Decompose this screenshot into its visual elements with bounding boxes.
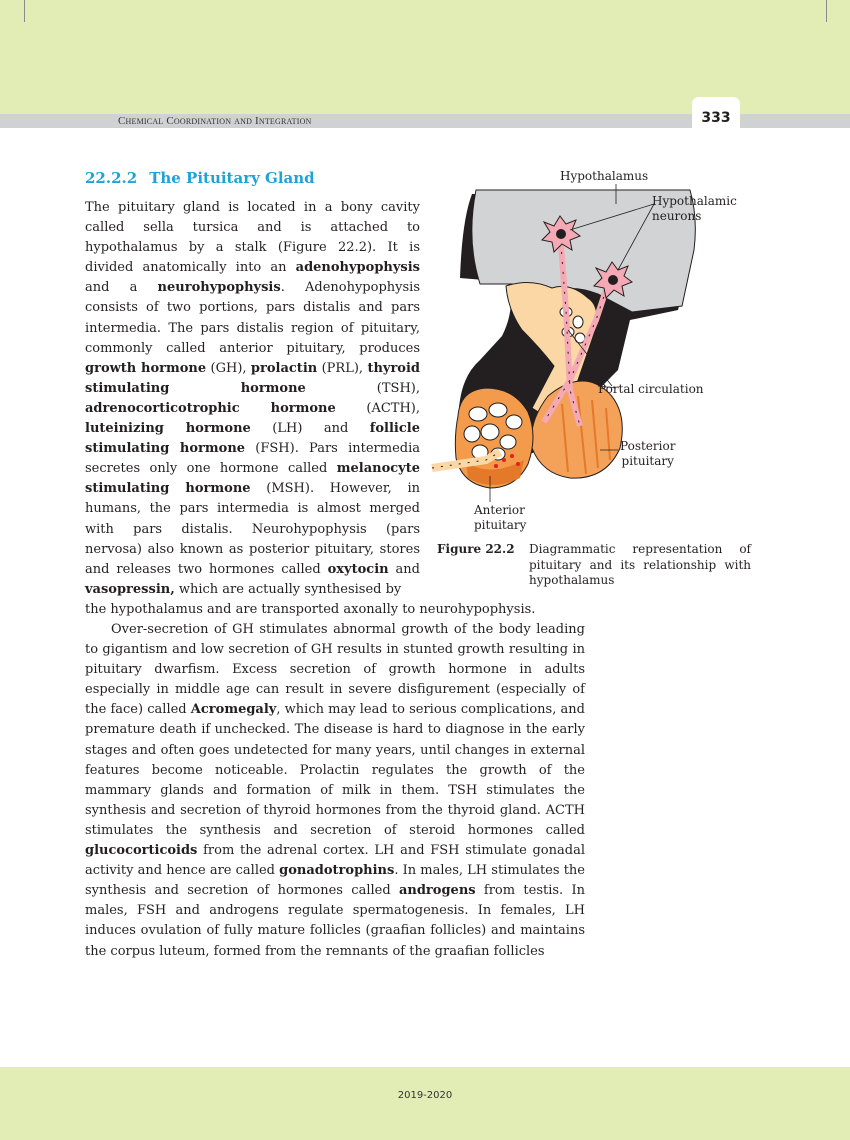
text-run: (PRL), [317,360,368,376]
text-run: (TSH), [305,380,421,396]
label-hypothalamic-neurons: Hypothalamic neurons [652,194,737,223]
section-title-text: The Pituitary Gland [149,169,315,187]
label-portal-circulation: Portal circulation [598,382,704,396]
text-run: , which may lead to serious complications, and premature death if unchecked. The disease is hard to diagnose in the early stages and often goes undetected for many years, until changes in external features become noticeable. Prolactin regulates the growth of the mammary glands and formation of milk in them. TSH stimulates the synthesis and secretion of thyroid hormones from the thyroid gland. ACTH stimulates the synthesis and secretion of steroid hormones called [85,702,585,838]
term-acth: adrenocorticotrophic hormone [85,400,336,416]
text-run: (LH) and [250,421,370,437]
figure-caption-number: Figure 22.2 [437,542,515,556]
page-number: 333 [701,110,731,126]
term-androgens: androgens [398,883,476,899]
footer-year: 2019-2020 [397,1090,453,1101]
bottom-color-band [0,1067,850,1140]
section-number: 22.2.2 [85,169,138,187]
text-run: . Adenohypophysis consists of two portions, pars distalis and pars intermedia. The pars distalis region of pituitary, commonly called anterior pituitary, produces [85,280,420,356]
text-run: from testis. In males, FSH and androgens regulate spermatogenesis. In females, LH induces ovulation of fully mature follicles (graafian follicles) and maintains the corpus luteum, formed from the remnants of the graafian follicles [85,883,586,959]
text-run: (MSH). However, in humans, the pars intermedia is almost merged with pars distalis. Neurohypophysis (pars nervosa) also known as posterior pituitary, stores and releases two hormones called [85,481,420,577]
term-fsh: follicle stimulating hormone [85,421,420,457]
paragraph-pituitary-hormones [85,620,585,962]
figure-caption-text: Diagrammatic representation of pituitary and its relationship with hypothalamus [529,542,751,587]
text-run: (FSH). Pars intermedia secretes only one hormone called [85,441,420,477]
text-run: The pituitary gland is located in a bony cavity called sella tursica and is attached to hypothalamus by a stalk (Figure 22.2). It is divided anatomically into an [85,200,420,276]
text-run: (GH), [206,360,251,376]
term-neurohypophysis: neurohypophysis [157,280,281,296]
term-glucocorticoids: glucocorticoids [85,843,198,859]
text-run: and [388,561,420,577]
text-run: . In males, LH stimulates the synthesis and secretion of hormones called [85,863,585,899]
term-tsh: thyroid stimulating hormone [85,360,420,396]
term-acromegaly: Acromegaly [190,702,277,718]
paragraph-pituitary-intro-last-line: the hypothalamus and are transported axonally to neurohypophysis. [85,602,536,617]
text-run: Over-secretion of GH stimulates abnormal growth of the body leading to gigantism and low secretion of GH results in stunted growth resulting in pituitary dwarfism. Excess secretion of growth hormone in adults especially in middle age can result in severe disfigurement (especially of the face) called [85,622,585,718]
running-title: Chemical Coordination and Integration [118,115,312,127]
term-vasopressin: vasopressin, [85,581,175,597]
term-oxytocin: oxytocin [327,561,389,577]
text-run: from the adrenal cortex. LH and FSH stimulate gonadal activity and hence are called [85,843,585,879]
text-run: (ACTH), [335,400,420,416]
pituitary-diagram [420,160,765,560]
crop-mark-right [826,0,827,22]
term-growth-hormone: growth hormone [85,360,207,376]
term-lh: luteinizing hormone [85,421,251,437]
term-msh: melanocyte stimulating hormone [85,461,420,497]
crop-mark-left [24,0,25,22]
section-heading [85,169,315,187]
label-posterior-pituitary: Posterior pituitary [620,439,676,468]
paragraph-pituitary-intro [85,198,420,600]
label-hypothalamus: Hypothalamus [560,169,649,183]
term-gonadotrophins: gonadotrophins [279,863,395,879]
term-adenohypophysis: adenohypophysis [295,260,420,276]
text-run: and a [85,280,158,296]
text-run: which are actually synthesised by [174,581,402,597]
label-anterior-pituitary: Anterior pituitary [474,503,527,532]
term-prolactin: prolactin [250,360,318,376]
